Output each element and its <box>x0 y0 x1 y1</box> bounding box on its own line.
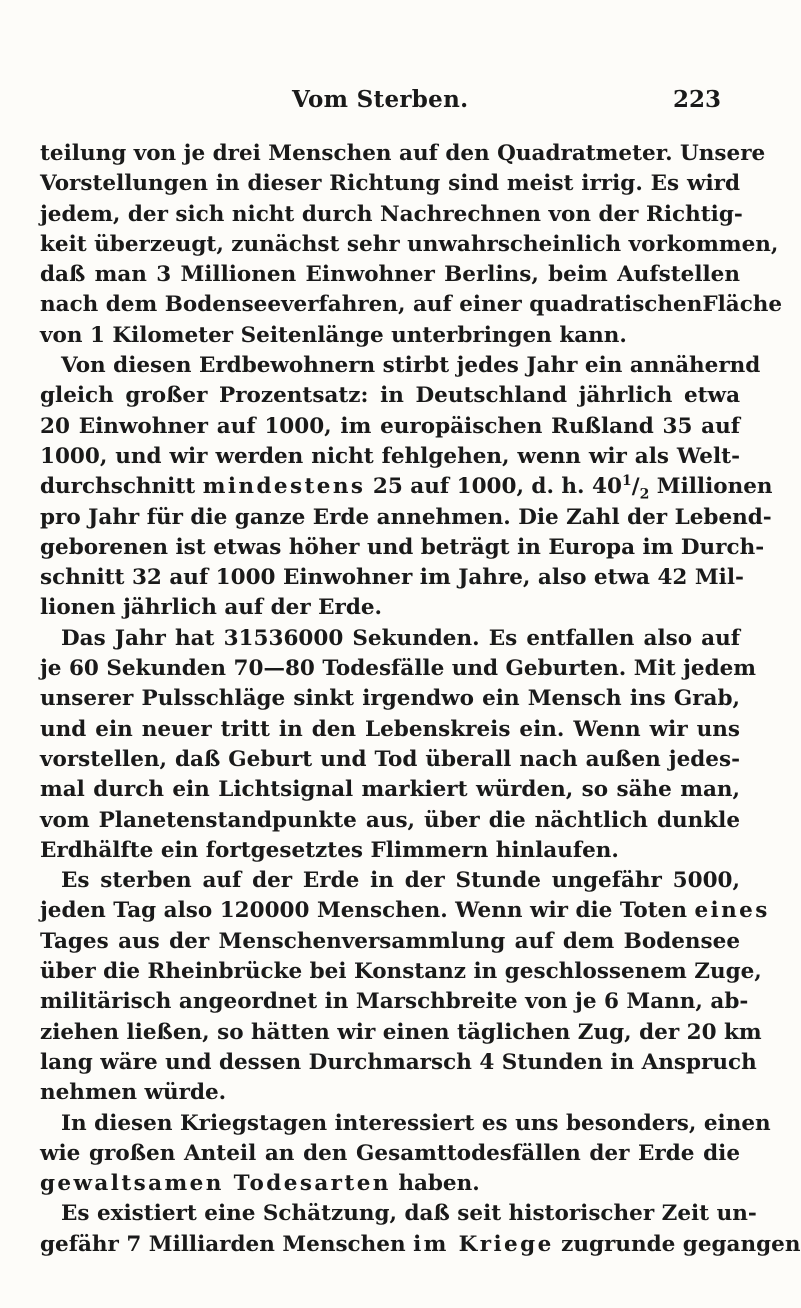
text-line: ziehen ließen, so hätten wir einen täglichen Zug, der 20 km <box>40 1019 762 1045</box>
text-line: Von diesen Erdbewohnern stirbt jedes Jahr ein annähernd <box>61 353 761 379</box>
text-line: Das Jahr hat 31536000 Sekunden. Es entfallen also auf <box>61 625 740 651</box>
text-line: teilung von je drei Menschen auf den Quadratmeter. Unsere <box>40 141 766 166</box>
text-line: Tages aus der Menschenversammlung auf dem Bodensee <box>40 928 740 954</box>
body-text <box>40 139 801 1260</box>
text-line: nehmen würde. <box>40 1080 227 1106</box>
text-line: In diesen Kriegstagen interessiert es uns besonders, einen <box>61 1110 771 1136</box>
text-line: wie großen Anteil an den Gesamttodesfällen der Erde die <box>40 1140 740 1166</box>
text-line: über die Rheinbrücke bei Konstanz in geschlossenem Zuge, <box>40 959 762 985</box>
text-line: und ein neuer tritt in den Lebenskreis ein. Wenn wir uns <box>40 716 740 742</box>
text-line: pro Jahr für die ganze Erde annehmen. Die Zahl der Lebend- <box>40 504 772 530</box>
text-line: gewaltsamen Todesarten haben. <box>40 1171 480 1197</box>
text-line: 20 Einwohner auf 1000, im europäischen Rußland 35 auf <box>40 413 740 439</box>
text-line: jeden Tag also 120000 Menschen. Wenn wir die Toten eines <box>40 898 770 924</box>
emphasis-spaced: gewaltsamen Todesarten <box>40 1171 391 1197</box>
text-line: militärisch angeordnet in Marschbreite von je 6 Mann, ab- <box>40 989 749 1015</box>
text-line: lionen jährlich auf der Erde. <box>40 595 383 621</box>
text-line: unserer Pulsschläge sinkt irgendwo ein Mensch ins Grab, <box>40 686 740 712</box>
emphasis-spaced: im Kriege <box>413 1231 554 1257</box>
emphasis-spaced: eines <box>694 898 770 924</box>
text-line: vom Planetenstandpunkte aus, über die nächtlich dunkle <box>40 807 740 833</box>
text-line: von 1 Kilometer Seitenlänge unterbringen kann. <box>40 322 627 348</box>
text-line: mal durch ein Lichtsignal markiert würden, so sähe man, <box>40 777 740 803</box>
text-line: Erdhälfte ein fortgesetztes Flimmern hinlaufen. <box>40 837 619 863</box>
text-line: jedem, der sich nicht durch Nachrechnen von der Richtig- <box>40 201 743 227</box>
text-line: gleich großer Prozentsatz: in Deutschland jährlich etwa <box>40 383 740 409</box>
running-title: Vom Sterben. <box>292 86 469 113</box>
text-line: Es sterben auf der Erde in der Stunde ungefähr 5000, <box>61 868 740 894</box>
text-line: 1000, und wir werden nicht fehlgehen, wenn wir als Welt- <box>40 443 740 469</box>
text-line: Es existiert eine Schätzung, daß seit historischer Zeit un- <box>61 1201 757 1227</box>
text-line: keit überzeugt, zunächst sehr unwahrscheinlich vorkommen, <box>40 231 779 257</box>
text-line: je 60 Sekunden 70—80 Todesfälle und Geburten. Mit jedem <box>40 656 757 682</box>
page-number: 223 <box>672 86 721 113</box>
text-line: geborenen ist etwas höher und beträgt in Europa im Durch- <box>40 534 765 560</box>
text-line: vorstellen, daß Geburt und Tod überall nach außen jedes- <box>40 746 740 772</box>
text-line: Vorstellungen in dieser Richtung sind meist irrig. Es wird <box>40 171 740 197</box>
text-line: durchschnitt mindestens 25 auf 1000, d. h. $40^1/_2$ Millionen <box>40 473 773 503</box>
text-line: lang wäre und dessen Durchmarsch 4 Stunden in Anspruch <box>40 1049 757 1075</box>
text-line: daß man 3 Millionen Einwohner Berlins, beim Aufstellen <box>40 262 740 288</box>
emphasis-spaced: mindestens <box>202 474 366 500</box>
text-line: gefähr 7 Milliarden Menschen im Kriege zugrunde gegangen <box>40 1231 801 1257</box>
text-line: schnitt 32 auf 1000 Einwohner im Jahre, also etwa 42 Mil- <box>40 565 744 591</box>
text-line: nach dem Bodenseeverfahren, auf einer quadratischenFläche <box>40 292 783 318</box>
